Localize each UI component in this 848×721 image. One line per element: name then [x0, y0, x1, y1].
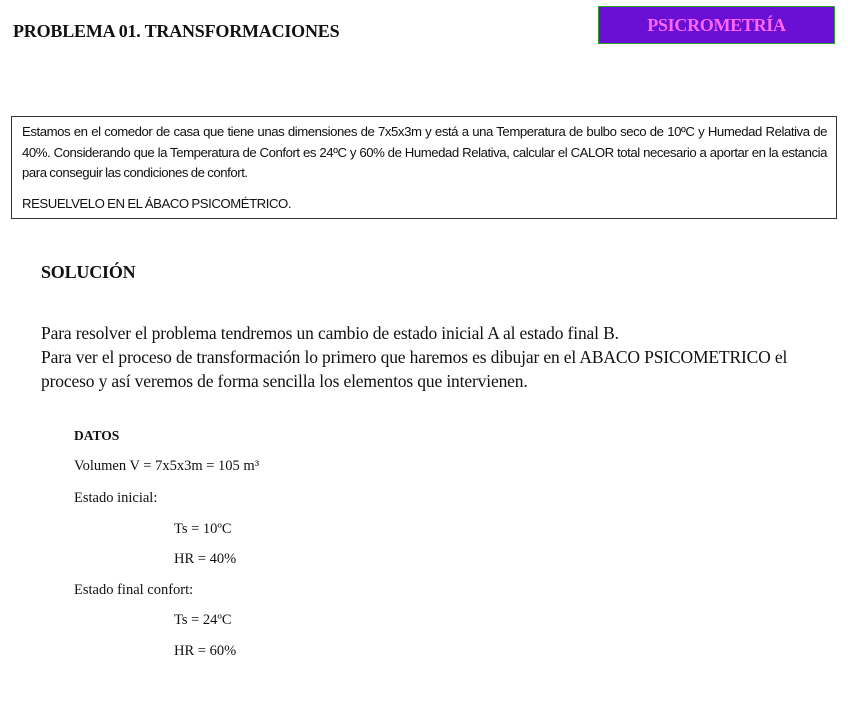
data-initial-hr: HR = 40% [174, 551, 237, 567]
problem-instruction: RESUELVELO EN EL ÁBACO PSICOMÉTRICO. [22, 195, 292, 211]
data-initial-ts: Ts = 10ºC [174, 521, 232, 537]
data-heading: DATOS [74, 428, 120, 443]
data-final-hr: HR = 60% [174, 643, 237, 659]
data-volume: Volumen V = 7x5x3m = 105 m³ [74, 458, 260, 474]
problem-statement-box [11, 116, 837, 219]
data-initial-label: Estado inicial: [74, 490, 158, 506]
topic-badge [598, 6, 835, 44]
solution-paragraph-1: Para resolver el problema tendremos un cambio de estado inicial A al estado final B. [41, 323, 619, 343]
data-final-label: Estado final confort: [74, 582, 194, 598]
problem-statement-text: Estamos en el comedor de casa que tiene unas dimensiones de 7x5x3m y está a una Temperatura de bulbo seco de 10ºC y Humedad Relativa de 40%. Considerando que la Temperatura de Confort es 24ºC y 60% de Humedad Relativa, calcular el CALOR total necesario a aportar en la estancia para conseguir las condiciones de confort. [22, 124, 827, 180]
page-title: PROBLEMA 01. TRANSFORMACIONES [13, 21, 340, 41]
solution-paragraph-2: Para ver el proceso de transformación lo primero que haremos es dibujar en el ABACO PSICOMETRICO el proceso y así veremos de forma sencilla los elementos que intervienen. [41, 347, 788, 391]
solution-intro [41, 321, 801, 393]
topic-badge-label: PSICROMETRÍA [647, 14, 786, 35]
solution-heading: SOLUCIÓN [41, 262, 136, 282]
data-final-ts: Ts = 24ºC [174, 612, 232, 628]
